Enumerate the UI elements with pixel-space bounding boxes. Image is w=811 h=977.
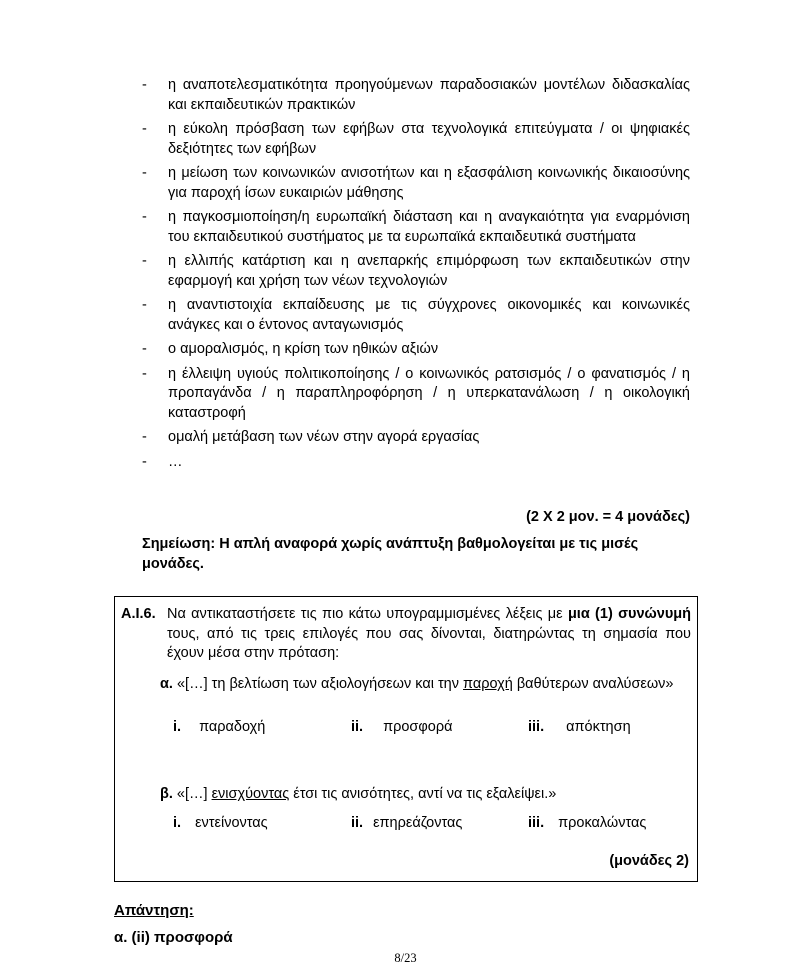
- question-box: [114, 596, 698, 882]
- option-ii: [351, 718, 452, 738]
- dash-marker: -: [142, 453, 147, 470]
- option-text: παραδοχή: [199, 719, 266, 735]
- list-item: [142, 120, 690, 159]
- dash-marker: -: [142, 209, 147, 225]
- sub-question-label: α.: [160, 676, 173, 692]
- answer-a: α. (ii) προσφορά: [114, 929, 233, 946]
- option-i: [173, 718, 265, 738]
- bullet-list: [142, 76, 690, 477]
- grading-note: Σημείωση: Η απλή αναφορά χωρίς ανάπτυξη βαθμολογείται με τις μισές μονάδες.: [142, 536, 639, 572]
- sub-question-text: βαθύτερων αναλύσεων»: [516, 676, 674, 692]
- option-i: [173, 814, 268, 834]
- question-id: Α.Ι.6.: [121, 606, 156, 622]
- underlined-word: παροχή: [463, 676, 513, 692]
- page-number: 8/23: [394, 951, 417, 965]
- question-text-part: τους, από τις τρεις επιλογές που σας δίνονται, διατηρώντας τη σημασία που έχουν μέσα στην πρόταση:: [167, 625, 691, 661]
- list-item: [142, 365, 690, 424]
- dash-marker: -: [142, 297, 147, 313]
- list-item-text: η έλλειψη υγιούς πολιτικοποίησης / ο κοινωνικός ρατσισμός / ο φανατισμός / η προπαγάνδα / η παραπληροφόρηση / η υπερκατανάλωση / η οικολογική καταστροφή: [168, 365, 690, 421]
- option-number: ii.: [351, 719, 364, 735]
- sub-question-b: [160, 785, 691, 805]
- option-number: iii.: [528, 719, 545, 735]
- dash-marker: -: [142, 429, 147, 445]
- list-item: [142, 208, 690, 247]
- marks-score: (2 Χ 2 μον. = 4 μονάδες): [526, 509, 690, 525]
- sub-question-text: έτσι τις ανισότητες, αντί να τις εξαλείψει.»: [293, 786, 557, 802]
- option-text: εντείνοντας: [195, 815, 268, 831]
- question-text-part: Να αντικαταστήσετε τις πιο κάτω υπογραμμισμένες λέξεις με: [167, 606, 563, 622]
- list-item: [142, 340, 690, 360]
- option-number: ii.: [351, 815, 364, 831]
- list-item-text: …: [168, 453, 183, 470]
- list-item-text: η αναντιστοιχία εκπαίδευσης με τις σύγχρονες οικονομικές και κοινωνικές ανάγκες και ο έντονος ανταγωνισμός: [168, 297, 690, 333]
- options-row-a: [173, 718, 693, 738]
- list-item-text: η αναποτελεσματικότητα προηγούμενων παραδοσιακών μοντέλων διδασκαλίας και εκπαιδευτικών πρακτικών: [168, 77, 690, 113]
- dash-marker: -: [142, 165, 147, 181]
- option-number: iii.: [528, 815, 545, 831]
- dash-marker: -: [142, 365, 147, 382]
- list-item-text: η μείωση των κοινωνικών ανισοτήτων και η εξασφάλιση κοινωνικής δικαιοσύνης για παροχή ίσων ευκαιριών μάθησης: [168, 165, 690, 201]
- sub-question-text: «[…]: [176, 786, 208, 802]
- option-text: προσφορά: [383, 719, 453, 735]
- list-item: [142, 453, 690, 473]
- question-score: (μονάδες 2): [609, 853, 689, 869]
- option-number: i.: [173, 815, 182, 831]
- answer-heading: Απάντηση:: [114, 902, 194, 919]
- list-item: [142, 296, 690, 335]
- list-item: [142, 76, 690, 115]
- option-number: i.: [173, 719, 182, 735]
- dash-marker: -: [142, 341, 147, 357]
- list-item-text: ομαλή μετάβαση των νέων στην αγορά εργασίας: [168, 429, 480, 445]
- list-item: [142, 428, 690, 448]
- list-item-text: ο αμοραλισμός, η κρίση των ηθικών αξιών: [168, 341, 439, 357]
- sub-question-label: β.: [160, 786, 173, 802]
- list-item-text: η παγκοσμιοποίηση/η ευρωπαϊκή διάσταση και η αναγκαιότητα για εναρμόνιση του εκπαιδευτικού συστήματος με τα ευρωπαϊκά εκπαιδευτικά συστήματα: [168, 209, 690, 245]
- option-text: απόκτηση: [566, 719, 631, 735]
- dash-marker: -: [142, 253, 147, 269]
- underlined-word: ενισχύοντας: [211, 786, 290, 802]
- question-text: [167, 605, 691, 664]
- list-item: [142, 164, 690, 203]
- sub-question-a: [160, 675, 691, 695]
- list-item-text: η ελλιπής κατάρτιση και η ανεπαρκής επιμόρφωση των εκπαιδευτικών στην εφαρμογή και χρήση των νέων τεχνολογιών: [168, 253, 690, 289]
- list-item-text: η εύκολη πρόσβαση των εφήβων στα τεχνολογικά επιτεύγματα / οι ψηφιακές δεξιότητες των εφήβων: [168, 121, 690, 157]
- question-text-bold: μια (1) συνώνυμή: [567, 606, 691, 622]
- sub-question-text: «[…] τη βελτίωση των αξιολογήσεων και την: [176, 676, 459, 692]
- option-text: επηρεάζοντας: [373, 815, 463, 831]
- option-iii: [528, 814, 646, 834]
- option-text: προκαλώντας: [558, 815, 647, 831]
- dash-marker: -: [142, 77, 147, 93]
- dash-marker: -: [142, 121, 147, 137]
- list-item: [142, 252, 690, 291]
- option-ii: [351, 814, 462, 834]
- options-row-b: [173, 814, 693, 834]
- option-iii: [528, 718, 631, 738]
